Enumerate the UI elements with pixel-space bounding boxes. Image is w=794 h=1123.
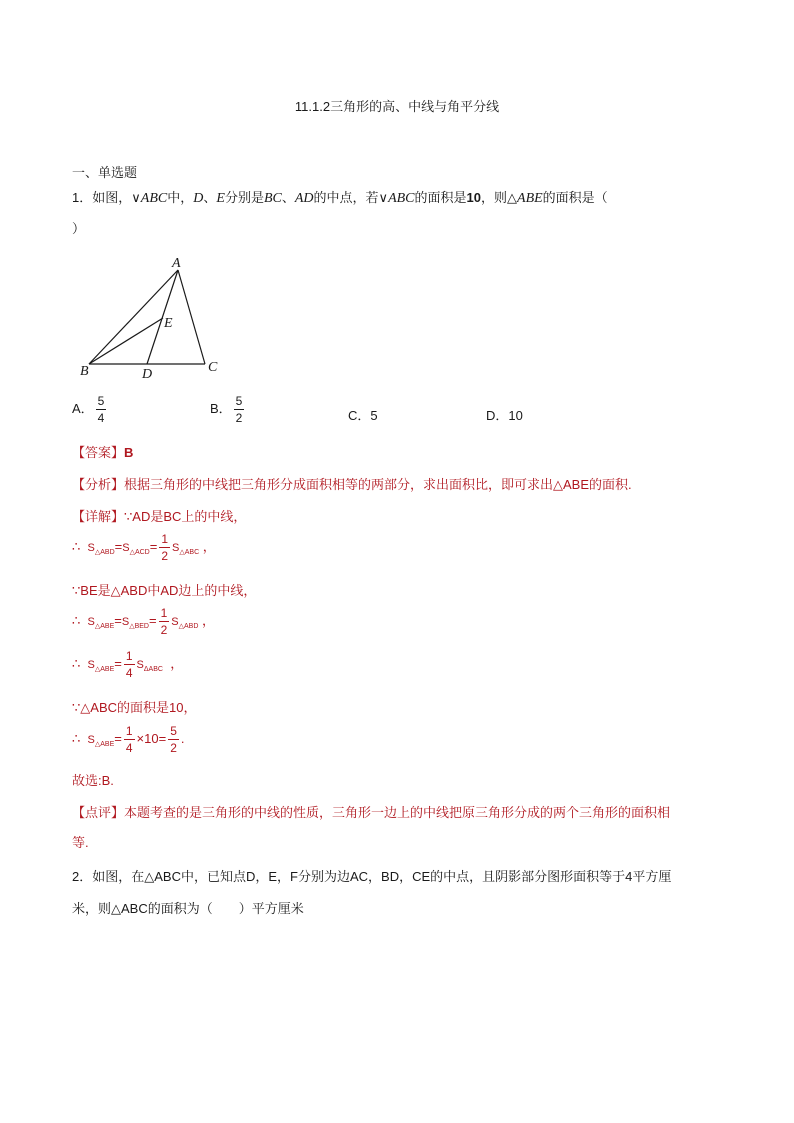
area-subscript: △ACD [129,548,150,556]
equals: = [114,655,122,671]
stem-text: 、 [281,190,295,205]
option-c-label: C． [348,408,371,423]
punctuation: ， [170,655,184,671]
stem-text: ，则 [481,190,508,205]
area-subscript: △ABD [178,622,199,630]
stem-text: 中， [167,190,194,205]
answer-line [72,442,133,461]
math-bc: BC [263,191,282,206]
question-2-line-2: 米，则△ABC的面积为（ ）平方厘米 [72,901,304,916]
equals: = [148,612,157,628]
option-a-numerator: 5 [97,394,105,408]
stem-text: 如图， [92,190,132,205]
option-d-value: 10 [508,408,523,423]
math-ad: AD [294,191,314,206]
punctuation: ， [202,612,216,628]
area-symbol: S [172,541,180,554]
fraction-denominator: 2 [160,623,168,637]
fraction-numerator: 1 [161,532,169,546]
fraction-denominator: 2 [161,549,169,563]
area-subscript: △ABE [94,740,115,748]
question-1-stem [72,187,608,207]
option-a-label: A． [72,400,94,416]
comment-line-2: 等. [72,835,89,850]
math-abc: ABC [140,191,168,206]
triangle-symbol: ∨ [378,190,389,205]
area-subscript: △ABC [179,548,200,556]
label-c: C [208,360,218,375]
equals: = [114,612,122,628]
question-2-line-1: 2．如图，在△ABC中，已知点D，E，F分别为边AC，BD，CE的中点，且阴影部分图形面积等于4平方厘 [72,869,672,884]
therefore-symbol: ∴ [72,655,81,671]
math-abc: ABC [388,191,415,206]
area-subscript: ΔABC [143,665,163,673]
fraction-denominator: 4 [125,666,133,680]
area-symbol: S [87,733,95,746]
area-symbol: S [121,615,130,628]
label-b: B [80,364,89,379]
triangle-symbol: ∨ [131,190,141,205]
option-c-value: 5 [370,408,378,423]
solution-step-1 [72,533,216,562]
multiply-ten: ×10= [136,730,167,746]
therefore-symbol: ∴ [72,538,81,554]
option-b-denominator: 2 [235,411,243,425]
stem-text: 的面积是 [414,190,467,205]
answer-value: B [124,445,134,460]
option-b-numerator: 5 [235,394,243,408]
page-title: 11.1.2三角形的高、中线与角平分线 [294,99,500,114]
fraction-numerator: 5 [170,724,177,738]
solution-step-5: ∵△ABC的面积是10， [72,700,197,715]
option-a-denominator: 4 [97,411,105,425]
solution-step-6 [72,725,185,754]
label-a: A [172,256,181,271]
segment-ad [147,270,178,364]
fraction-numerator: 1 [160,606,168,620]
comment-tag: 【点评】 [72,805,125,820]
question-1-close-paren: ） [72,221,86,236]
analysis-text: 根据三角形的中线把三角形分成面积相等的两部分，求出面积比，即可求出△ABE的面积. [124,477,632,492]
analysis-tag: 【分析】 [72,477,125,492]
question-number: 1． [72,190,93,205]
detail-tag: 【详解】 [72,509,125,524]
section-heading: 一、单选题 [72,165,138,180]
area-symbol: S [87,615,95,628]
fraction-denominator: 2 [170,741,177,755]
stem-number: 10 [466,190,481,205]
stem-text: 、 [203,190,217,205]
comment-line-1 [72,802,670,821]
fraction-numerator: 1 [125,724,133,738]
math-abe: ABE [517,191,543,206]
option-a[interactable] [72,395,108,424]
therefore-symbol: ∴ [72,730,81,746]
option-b[interactable] [210,395,246,424]
area-subscript: △ABE [94,622,115,630]
fraction-denominator: 4 [125,741,133,755]
answer-tag: 【答案】 [72,445,125,460]
option-d-label: D． [486,408,509,423]
area-subscript: △ABE [94,665,115,673]
math-d: D [193,191,204,206]
therefore-symbol: ∴ [72,612,81,628]
math-e: E [216,191,225,206]
option-b-label: B． [210,400,232,416]
option-c[interactable] [348,405,378,424]
analysis-line [72,474,632,493]
area-subscript: △ABD [94,548,115,556]
stem-text: 的中点，若 [313,190,379,205]
stem-text: 分别是 [224,190,264,205]
equals: = [114,730,122,746]
solution-step-3 [72,607,215,636]
solution-step-2: ∵BE是△ABD中AD边上的中线， [72,583,257,598]
punctuation: . [180,730,185,746]
detail-line [72,506,246,525]
triangle-figure [72,250,232,382]
label-d: D [142,367,153,382]
choose-line: 故选:B. [72,773,114,788]
triangle-symbol: △ [507,190,518,205]
equals: = [114,538,123,554]
equals: = [149,538,158,554]
punctuation: ， [202,538,216,554]
stem-text: 的面积是（ [542,190,608,205]
detail-text: ∵AD是BC上的中线， [124,509,247,524]
solution-step-4 [72,650,183,679]
area-symbol: S [136,658,144,671]
area-subscript: △BED [129,622,149,630]
option-d[interactable] [486,405,523,424]
label-e: E [164,316,173,331]
area-symbol: S [171,615,179,628]
area-symbol: S [122,541,130,554]
area-symbol: S [87,658,95,671]
fraction-numerator: 1 [125,649,133,663]
segment-ac [178,270,205,364]
comment-text: 本题考查的是三角形的中线的性质，三角形一边上的中线把原三角形分成的两个三角形的面积相 [124,805,671,820]
area-symbol: S [87,541,95,554]
